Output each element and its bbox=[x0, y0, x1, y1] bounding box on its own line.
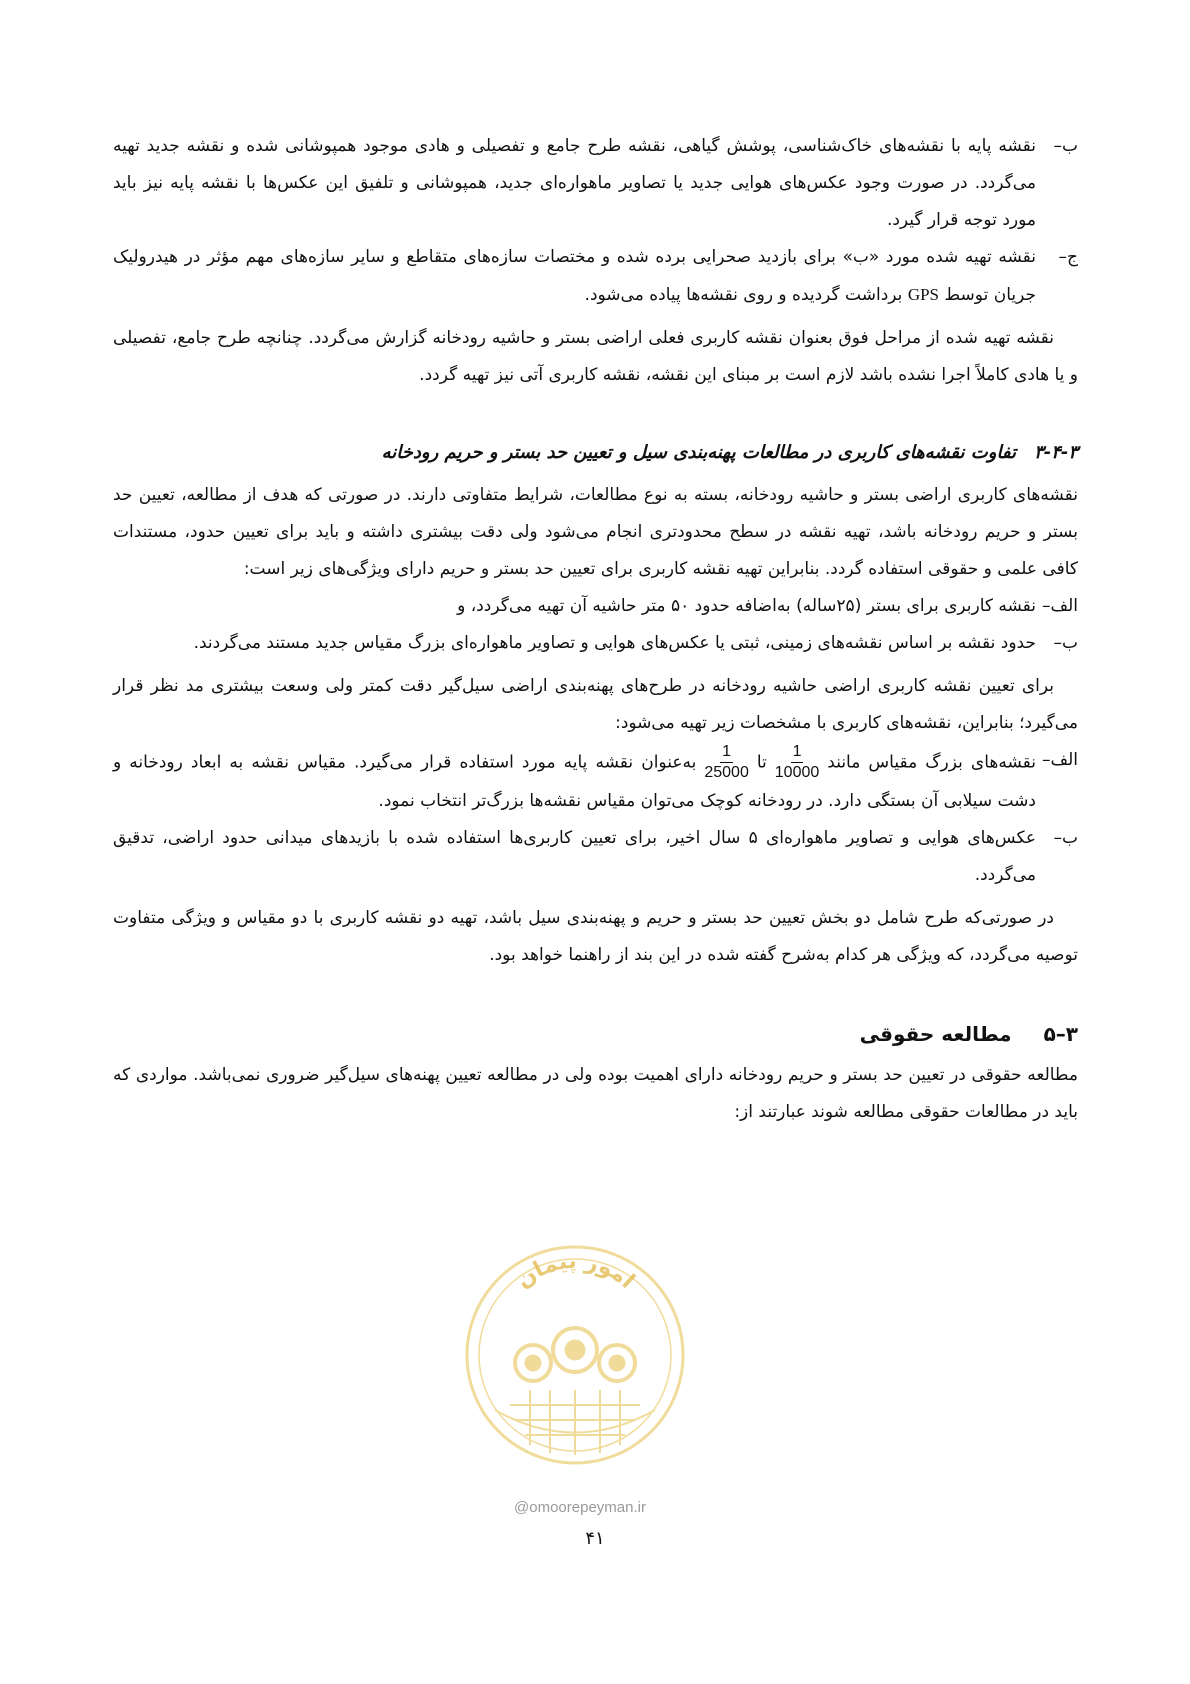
list-item bbox=[113, 128, 1078, 239]
section-title: تفاوت نقشه‌های کاربری در مطالعات پهنه‌بندی سیل و تعیین حد بستر و حریم رودخانه bbox=[381, 442, 1017, 463]
section-number: ۳-۴-۳ bbox=[1034, 442, 1078, 463]
section-heading-5 bbox=[113, 1016, 1078, 1053]
fraction-denominator: 25000 bbox=[704, 764, 749, 781]
paragraph: برای تعیین نقشه کاربری اراضی حاشیه رودخانه در طرح‌های پهنه‌بندی اراضی سیل‌گیر دقت کمتر ولی وسعت بیشتری مد نظر قرار می‌گیرد؛ بنابراین، نقشه‌های کاربری با مشخصات زیر تهیه می‌شود: bbox=[113, 676, 1078, 733]
list-item-text-part: تا bbox=[756, 752, 767, 773]
list-item-text: عکس‌های هوایی و تصاویر ماهواره‌ای ۵ سال اخیر، برای تعیین کاربری‌ها استفاده شده با بازیدهای میدانی حدود اراضی، تدقیق می‌گردد. bbox=[113, 828, 1036, 885]
list-item-text: نقشه کاربری برای بستر (۲۵ساله) به‌اضافه حدود ۵۰ متر حاشیه آن تهیه می‌گردد، و bbox=[457, 596, 1036, 616]
fraction bbox=[773, 742, 822, 783]
fraction bbox=[702, 742, 751, 783]
fraction-numerator: 1 bbox=[720, 742, 733, 763]
list-marker: الف– bbox=[1041, 596, 1078, 616]
list-item-text bbox=[113, 742, 1036, 820]
list-item-text-part: به‌عنوان نقشه پایه مورد استفاده قرار می‌گیرد. مقیاس نقشه به ابعاد رودخانه و دشت سیلابی آن بستگی دارد. در رودخانه کوچک می‌توان مقیاس نقشه‌ها بزرگ‌تر انتخاب نمود. bbox=[113, 752, 1036, 811]
list-item bbox=[113, 820, 1078, 894]
list-item-text-part: برداشت گردیده و روی نقشه‌ها پیاده می‌شود. bbox=[584, 285, 903, 305]
section-number: ۳–۵ bbox=[1043, 1022, 1078, 1046]
page-number: ۴۱ bbox=[585, 1528, 605, 1549]
list-item-text: حدود نقشه بر اساس نقشه‌های زمینی، ثبتی یا عکس‌های هوایی و تصاویر ماهواره‌ای بزرگ مقیاس جدید مستند می‌گردند. bbox=[193, 633, 1036, 653]
list-item-text-part: نقشه تهیه شده مورد «ب» برای بازدید صحرایی برده شده و مختصات سازه‌های متقاطع و سایر سازه‌های مهم مؤثر در هیدرولیک جریان توسط bbox=[113, 247, 1036, 305]
gps-term: GPS bbox=[907, 285, 939, 304]
list-item bbox=[113, 588, 1078, 625]
svg-text:امور پیمان bbox=[511, 1249, 639, 1294]
watermark-arc-text: امور پیمان bbox=[511, 1248, 640, 1294]
watermark-seal bbox=[455, 1205, 695, 1495]
list-item bbox=[113, 239, 1078, 314]
list-item-text bbox=[113, 239, 1036, 314]
paragraph: در صورتی‌که طرح شامل دو بخش تعیین حد بستر و حریم و پهنه‌بندی سیل باشد، تهیه دو نقشه کاربری با دو مقیاس و ویژگی متفاوت توصیه می‌گردد، که ویژگی هر کدام به‌شرح گفته شده در این بند از راهنما خواهد بود. bbox=[113, 908, 1078, 965]
fraction-denominator: 10000 bbox=[774, 764, 820, 781]
list-item-text-part: نقشه‌های بزرگ مقیاس مانند bbox=[827, 752, 1036, 773]
list-marker: ب– bbox=[1053, 633, 1078, 653]
list-item-text: نقشه پایه با نقشه‌های خاک‌شناسی، پوشش گیاهی، نقشه طرح جامع و تفصیلی و هادی موجود همپوشانی شده و نقشه جدید تهیه می‌گردد. در صورت وجود عکس‌های هوایی جدید یا تصاویر ماهواره‌ای جدید، همپوشانی و تلفیق این عکس‌ها با نقشه پایه نیز باید مورد توجه قرار گیرد. bbox=[113, 136, 1036, 230]
list-marker: ب– bbox=[1053, 828, 1078, 848]
section-title: مطالعه حقوقی bbox=[859, 1022, 1012, 1046]
list-item bbox=[113, 742, 1078, 820]
list-item bbox=[113, 625, 1078, 662]
watermark-caption: @omoorepeyman.ir bbox=[514, 1499, 646, 1516]
document-body bbox=[113, 128, 1078, 1131]
paragraph: نقشه تهیه شده از مراحل فوق بعنوان نقشه کاربری فعلی اراضی بستر و حاشیه رودخانه گزارش می‌گردد. چنانچه طرح جامع، تفصیلی و یا هادی کاملاً اجرا نشده باشد لازم است بر مبنای این نقشه، نقشه کاربری آتی نیز تهیه گردد. bbox=[113, 328, 1078, 385]
fraction-numerator: 1 bbox=[791, 742, 804, 763]
section-heading-4-3 bbox=[113, 434, 1078, 471]
list-marker: الف– bbox=[1041, 750, 1078, 770]
list-marker: ب– bbox=[1053, 136, 1078, 156]
paragraph: مطالعه حقوقی در تعیین حد بستر و حریم رودخانه دارای اهمیت بوده ولی در مطالعه تعیین پهنه‌های سیل‌گیر ضروری نمی‌باشد. مواردی که باید در مطالعات حقوقی مطالعه شوند عبارتند از: bbox=[113, 1065, 1078, 1122]
paragraph: نقشه‌های کاربری اراضی بستر و حاشیه رودخانه، بسته به نوع مطالعات، شرایط متفاوتی دارند. در صورتی که هدف از مطالعه، تعیین حد بستر و حریم رودخانه باشد، تهیه نقشه در سطح محدودتری انجام می‌شود ولی دقت بیشتری داشته و باید برای تعیین حدود، مستندات کافی علمی و حقوقی استفاده گردد. بنابراین تهیه نقشه کاربری برای تعیین حد بستر و حریم دارای ویژگی‌های زیر است: bbox=[113, 485, 1078, 579]
list-marker: ج– bbox=[1058, 247, 1078, 267]
